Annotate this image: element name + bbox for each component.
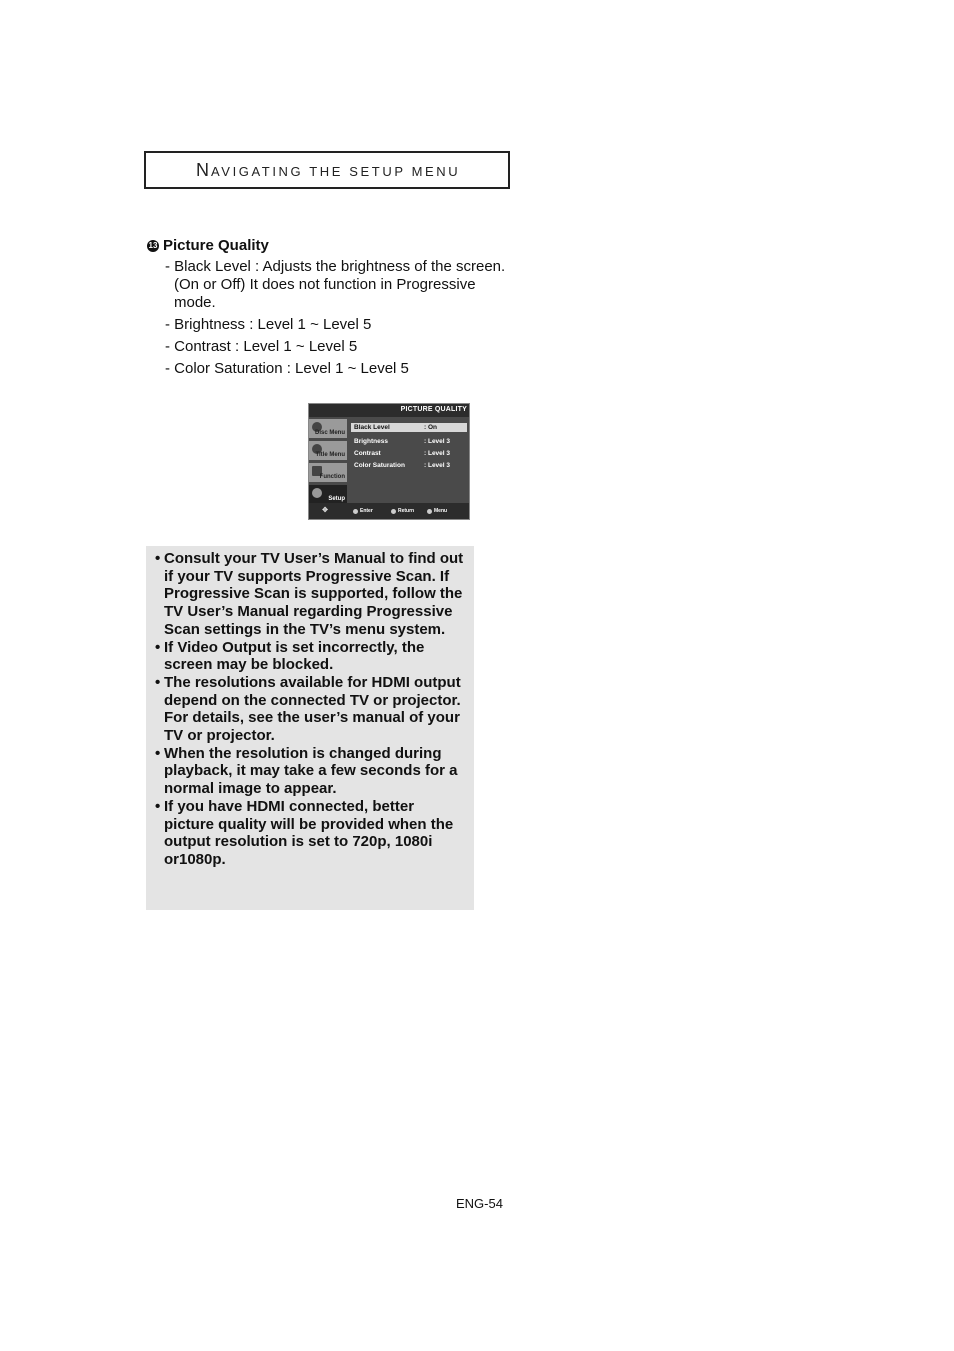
directional-pad-icon: ✥ (322, 507, 328, 514)
menu-key-icon (427, 509, 432, 514)
osd-sidebar-item-setup (309, 485, 347, 504)
section-title-initial: N (196, 159, 211, 180)
osd-row-value: : Level 3 (424, 449, 451, 457)
osd-row-value: : Level 3 (424, 461, 451, 469)
osd-row-color-saturation (351, 459, 467, 471)
osd-sidebar-label: Setup (328, 496, 345, 502)
notes-list (155, 550, 468, 869)
osd-sidebar-item-disc-menu (309, 419, 347, 438)
osd-sidebar-item-title-menu (309, 441, 347, 460)
osd-row-label: Contrast (354, 449, 381, 457)
enter-key-icon (353, 509, 358, 514)
picture-quality-title: Picture Quality (163, 237, 269, 254)
osd-key-label: Return (398, 508, 415, 514)
picture-quality-list (165, 258, 507, 378)
osd-row-label: Color Saturation (354, 461, 405, 469)
note-item: • If you have HDMI connected, better picture quality will be provided when the output resolution is set to 720p, 1080i or1080p. (155, 798, 468, 869)
note-item: • The resolutions available for HDMI output depend on the connected TV or projector. For details, see the user’s manual of your TV or projector. (155, 674, 468, 745)
osd-row-value: : Level 3 (424, 437, 451, 445)
note-item: • When the resolution is changed during playback, it may take a few seconds for a normal image to appear. (155, 745, 468, 798)
osd-row-label: Black Level (354, 424, 390, 431)
section-title (196, 160, 460, 181)
osd-sidebar (309, 419, 347, 505)
osd-screenshot (308, 403, 470, 520)
notes-box (146, 546, 474, 910)
osd-sidebar-item-function (309, 463, 347, 482)
osd-sidebar-label: Function (319, 474, 345, 480)
osd-sidebar-label: Title Menu (315, 452, 345, 458)
list-item: - Black Level : Adjusts the brightness of the screen.(On or Off) It does not function in Progressive mode. (165, 258, 506, 311)
osd-row-brightness (351, 435, 467, 447)
osd-key-label: Enter (360, 508, 373, 514)
osd-title-bar (309, 404, 469, 417)
osd-settings-list (351, 423, 467, 471)
gear-icon (312, 488, 322, 498)
osd-key-menu (427, 508, 447, 514)
osd-key-label: Menu (434, 508, 448, 514)
osd-row-contrast (351, 447, 467, 459)
osd-title: PICTURE QUALITY (400, 406, 467, 413)
list-item: - Color Saturation : Level 1 ~ Level 5 (165, 360, 409, 377)
osd-key-enter (353, 508, 373, 514)
list-item: - Brightness : Level 1 ~ Level 5 (165, 316, 372, 333)
osd-row-label: Brightness (354, 437, 388, 445)
osd-row-value: : On (424, 424, 437, 431)
picture-quality-section (147, 236, 507, 382)
picture-quality-heading (147, 236, 507, 256)
osd-key-bar (309, 503, 469, 519)
step-number-badge: 13 (148, 241, 158, 250)
return-key-icon (391, 509, 396, 514)
osd-key-return (391, 508, 414, 514)
list-item: - Contrast : Level 1 ~ Level 5 (165, 338, 358, 355)
section-title-rest: AVIGATING THE SETUP MENU (211, 163, 461, 179)
osd-row-black-level (351, 423, 467, 432)
osd-sidebar-label: Disc Menu (314, 430, 345, 436)
section-header-box (144, 151, 510, 189)
note-item: • Consult your TV User’s Manual to find out if your TV supports Progressive Scan. If Progressive Scan is supported, follow the TV User’s Manual regarding Progressive Scan settings in the TV’s menu system. (155, 550, 468, 639)
note-item: • If Video Output is set incorrectly, the screen may be blocked. (155, 639, 468, 674)
page-number: ENG-54 (456, 1196, 503, 1211)
